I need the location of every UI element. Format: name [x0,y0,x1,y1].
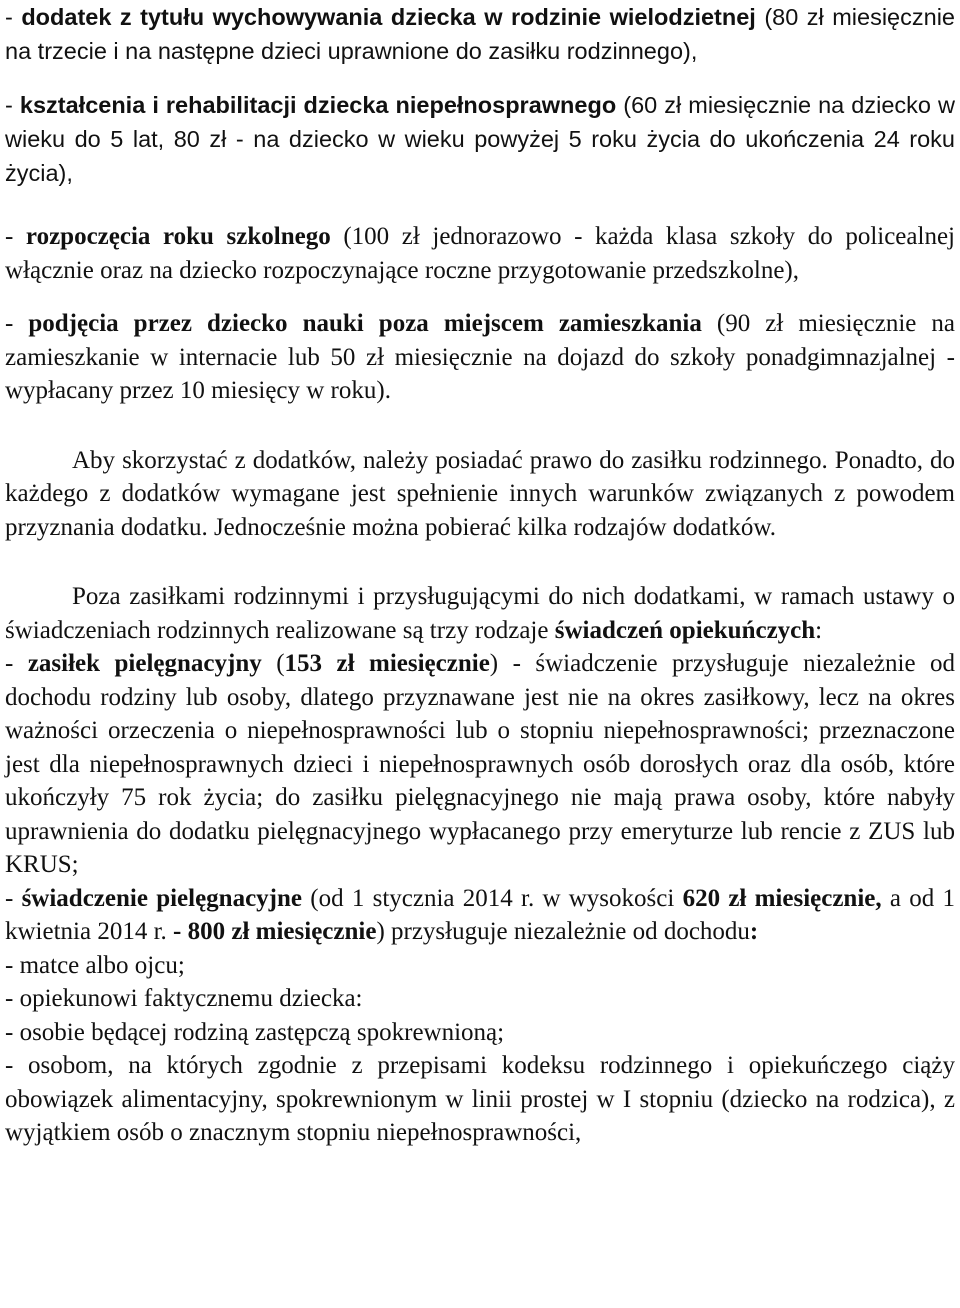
dash: - [5,310,29,337]
item-text: (60 zł miesięcznie na dziecko w wieku do 5 lat, 80 zł - na dziecko w wieku powyżej 5 roku życia do ukończenia 24 roku życia), [5,92,955,186]
item-text-3: ) przysługuje niezależnie od dochodu [376,918,750,945]
amount-2: - 800 zł miesięcznie [173,918,377,945]
line-opiekun: - opiekunowi faktycznemu dziecka: [5,985,363,1012]
document-page [5,0,955,1150]
item-heading: kształcenia i rehabilitacji dziecka niepełnosprawnego [19,92,617,118]
item-heading: dodatek z tytułu wychowywania dziecka w rodzinie wielodzietnej [21,4,756,30]
item-nauka [5,307,955,408]
para-bold: świadczeń opiekuńczych [554,616,816,644]
item-text: (90 zł miesięcznie na zamieszkanie w internacie lub 50 zł miesięcznie na dojazd do szkoły ponadgimnazjalnej - wypłacany przez 10 miesięcy w roku). [5,310,955,404]
dash: - [5,4,22,30]
para-dodatki: Aby skorzystać z dodatków, należy posiadać prawo do zasiłku rodzinnego. Ponadto, do każdego z dodatków wymagane jest spełnienie innych warunków związanych z powodem przyznania dodatku. Jednocześnie można pobierać kilka rodzajów dodatków. [5,446,955,541]
item-zasilek [5,647,955,882]
item-text-1: (od 1 stycznia 2014 r. w wysokości [302,884,683,912]
item-text-2: a od 1 kwietnia 2014 r. [5,884,955,945]
amount: 153 zł miesięcznie [284,650,490,677]
item-swiadczenie [5,882,955,949]
para-opiekuncze [5,580,955,647]
item-text: (100 zł jednorazowo - każda klasa szkoły do policealnej włącznie oraz na dziecko rozpoczynające roczne przygotowanie przedszkolne), [5,223,955,284]
item-rehabilitacja [5,88,955,190]
item-wielodzietna [5,0,955,68]
dash: - [5,884,22,912]
item-text: ) - świadczenie przysługuje niezależnie od dochodu rodziny lub osoby, dlatego przyznawane jest nie na okres zasiłkowy, lecz na okres ważności orzeczenia o niepełnosprawności lub o stopniu niepełnosprawności; przeznaczone jest dla niepełnosprawnych dzieci i niepełnosprawnych osób dorosłych oraz dla osób, które ukończyły 75 rok życia; do zasiłku pielęgnacyjnego nie mają prawa osoby, które nabyły uprawnienia do dodatku pielęgnacyjnego wypłacanego przy emeryturze lub rencie z ZUS lub KRUS; [5,650,956,878]
item-rok-szkolny [5,220,955,287]
para-colon: : [815,616,823,644]
item-text: (80 zł miesięcznie na trzecie i na następne dzieci uprawnione do zasiłku rodzinnego), [5,4,955,64]
amount-1: 620 zł miesięcznie, [682,884,882,912]
item-heading: świadczenie pielęgnacyjne [21,884,303,912]
para-text: Poza zasiłkami rodzinnymi i przysługującymi do nich dodatkami, w ramach ustawy o świadczeniach rodzinnych realizowane są trzy rodzaje [5,583,955,644]
line-osoby: - osobom, na których zgodnie z przepisami kodeksu rodzinnego i opiekuńczego ciąży obowiązek alimentacyjny, spokrewnionym w linii prostej w I stopniu (dziecko na rodzica), z wyjątkiem osób o znacznym stopniu niepełnosprawności, [5,1052,955,1146]
item-heading: podjęcia przez dziecko nauki poza miejscem zamieszkania [28,310,702,337]
dash: - [5,223,26,250]
item-heading: rozpoczęcia roku szkolnego [25,223,331,250]
item-heading: zasiłek pielęgnacyjny [27,650,262,677]
dash: - [5,92,20,118]
colon: : [749,918,759,945]
paren-open: ( [261,650,285,677]
dash: - [5,650,28,677]
line-rodzina: - osobie będącej rodziną zastępczą spokrewnioną; [5,1018,505,1046]
line-matka: - matce albo ojcu; [5,951,185,979]
